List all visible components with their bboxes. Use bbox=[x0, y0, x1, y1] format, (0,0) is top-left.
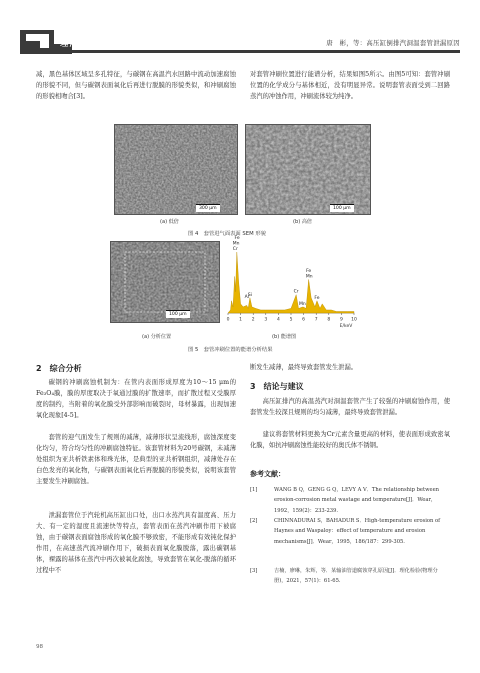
sem-image-low-magnification bbox=[114, 124, 238, 215]
page-number: 98 bbox=[36, 644, 44, 650]
reference-text: 吉楠，廖琳，朱辉，等．某输油管道腐蚀穿孔原因[J]．理化检验(物理分册)，2021，57(1)：61-65. bbox=[274, 568, 438, 585]
reference-number: [3] bbox=[250, 568, 258, 574]
reference-item bbox=[250, 516, 450, 547]
peak-label: Fe bbox=[234, 236, 240, 242]
sem-image-analysis-position bbox=[110, 241, 220, 323]
section3-paragraph-2: 建议将套管材料更换为Cr元素含量更高的材料，使表面形成致密氧化膜，如抗冲刷腐蚀性能较好的奥氏体不锈钢。 bbox=[250, 431, 450, 449]
figure5-sublabel-b: (b) 能谱图 bbox=[272, 334, 297, 340]
section2-paragraph-1: 碳钢的冲刷腐蚀机制为：在管内表面形成厚度为10～15 μm的Fe₃O₄膜，膜的厚度取决于氧通过膜的扩散速率，而扩散过程又受膜厚度的制约，当附着的氧化膜受外部影响而破裂时，母材暴露，出现加速氧化现象[4-5]。 bbox=[36, 379, 236, 419]
running-head: 唐 彬，等：高压缸倒排汽洞温套管泄漏原因 bbox=[326, 39, 460, 47]
figure4-sublabel-a: (a) 低倍 bbox=[160, 219, 179, 225]
scale-bar-5a: 100 μm bbox=[166, 310, 190, 318]
x-tick-label: 6 bbox=[302, 317, 306, 323]
peak-label: Mn bbox=[232, 241, 240, 247]
section2-continuation: 断发生减薄，最终导致套管发生泄漏。 bbox=[250, 364, 358, 371]
x-tick-label: 2 bbox=[251, 317, 255, 323]
scale-bar-4b: 100 μm bbox=[330, 204, 354, 212]
reference-number: [2] bbox=[250, 518, 258, 524]
section3-heading: 3 结论与建议 bbox=[250, 382, 304, 391]
eds-spectrum-chart bbox=[220, 236, 360, 329]
peak-label: Si bbox=[247, 292, 252, 298]
spectrum-series bbox=[228, 252, 354, 313]
reference-item bbox=[250, 566, 450, 587]
section2-paragraph-3: 泄漏套管位于汽轮机高压缸出口处，出口水蒸汽具有温度高、压力大、有一定的湿度且流速快等特点，套管表面在蒸汽冲刷作用下被腐蚀，由于碳钢表面腐蚀形成的氧化膜不够致密，不能形成有效钝化保护作用，在高速蒸汽流冲刷作用下，破损表面氧化膜脱落，露出碳钢基体，裸露的基体在蒸汽中再次被氧化腐蚀，导致套管在氧化-脱落的循环过程中不 bbox=[36, 512, 236, 574]
reference-text: WANG B Q，GENG G Q，LEVY A V．The relationship between erosion-corrosion metal wastage and temperature[J]．Wear，1992，159(2)：233-239. bbox=[274, 487, 439, 514]
figure5-sublabel-a: (a) 分析位置 bbox=[142, 334, 172, 340]
references-heading: 参考文献： bbox=[250, 470, 285, 478]
journal-section-title: 理化检验－物理分册 bbox=[60, 38, 138, 48]
peak-label: Cr bbox=[293, 289, 299, 295]
x-tick-label: 3 bbox=[264, 317, 268, 323]
reference-item bbox=[250, 485, 450, 516]
peak-label: Cr bbox=[232, 247, 238, 253]
figure5-caption: 图 5 套管冲刷位置的能谱分析结果 bbox=[188, 347, 273, 353]
peak-label: Fe bbox=[306, 268, 312, 274]
left-top-paragraph: 减，黑色基体区域呈多孔特征，与碳钢在高温汽水回路中流动加速腐蚀的形貌不同，但与碳钢表面氧化后再进行脱膜的形貌类似，和冲刷腐蚀的形貌相吻合[3]。 bbox=[36, 71, 236, 100]
x-tick-label: 4 bbox=[276, 317, 280, 323]
peak-label: Mn bbox=[305, 274, 313, 280]
scale-bar-4a: 300 μm bbox=[196, 204, 220, 212]
peak-label: Mn bbox=[298, 301, 306, 307]
x-tick-label: 8 bbox=[327, 317, 331, 323]
x-tick-label: 5 bbox=[289, 317, 293, 323]
x-tick-label: 9 bbox=[339, 317, 343, 323]
reference-number: [1] bbox=[250, 487, 258, 493]
x-tick-label: 10 bbox=[351, 317, 357, 323]
peak-label: Al bbox=[244, 294, 249, 300]
x-tick-label: 7 bbox=[314, 317, 318, 323]
section3-paragraph-1: 高压缸排汽的高温蒸汽对洞温套管产生了较强的冲刷腐蚀作用，使套管发生较深且规则的均匀减薄，最终导致套管泄漏。 bbox=[250, 398, 450, 416]
right-top-paragraph: 对套管冲刷位置进行能谱分析，结果如图5所示。由图5可知：套管冲刷位置的化学成分与基体相近，没有明显异常。说明套管表面受到二回路蒸汽的冲蚀作用，冲刷流体较为纯净。 bbox=[250, 71, 450, 100]
section2-heading: 2 综合分析 bbox=[36, 364, 82, 373]
x-tick-label: 0 bbox=[226, 317, 230, 323]
section2-paragraph-2: 套管的迎气面发生了规则的减薄，减薄形状呈流线形，腐蚀深度变化均匀，符合均匀性的冲刷腐蚀特征。该套管材料为20号碳钢，未减薄处组织为亚共析铁素体和珠光体，是典型的亚共析钢组织，减薄处存在白色发亮的氧化物，与碳钢表面氧化后再脱膜的形貌类似，说明该套管主要发生冲刷腐蚀。 bbox=[36, 434, 236, 485]
peak-label: Fe bbox=[314, 295, 320, 301]
x-tick-label: 1 bbox=[239, 317, 243, 323]
figure4-sublabel-b: (b) 高倍 bbox=[293, 219, 313, 225]
x-axis-label: E/keV bbox=[339, 324, 353, 329]
header-rule bbox=[72, 50, 460, 53]
reference-text: CHINNADURAI S，BAHADUR S．High-temperature erosion of Haynes and Waspaloy：effect of temperature and erosion mechanisms[J]．Wear，1995，186/187：299-305. bbox=[274, 518, 441, 545]
figure4-caption: 图 4 套管进气面表面 SEM 形貌 bbox=[188, 231, 266, 237]
sem-image-high-magnification bbox=[245, 124, 371, 215]
